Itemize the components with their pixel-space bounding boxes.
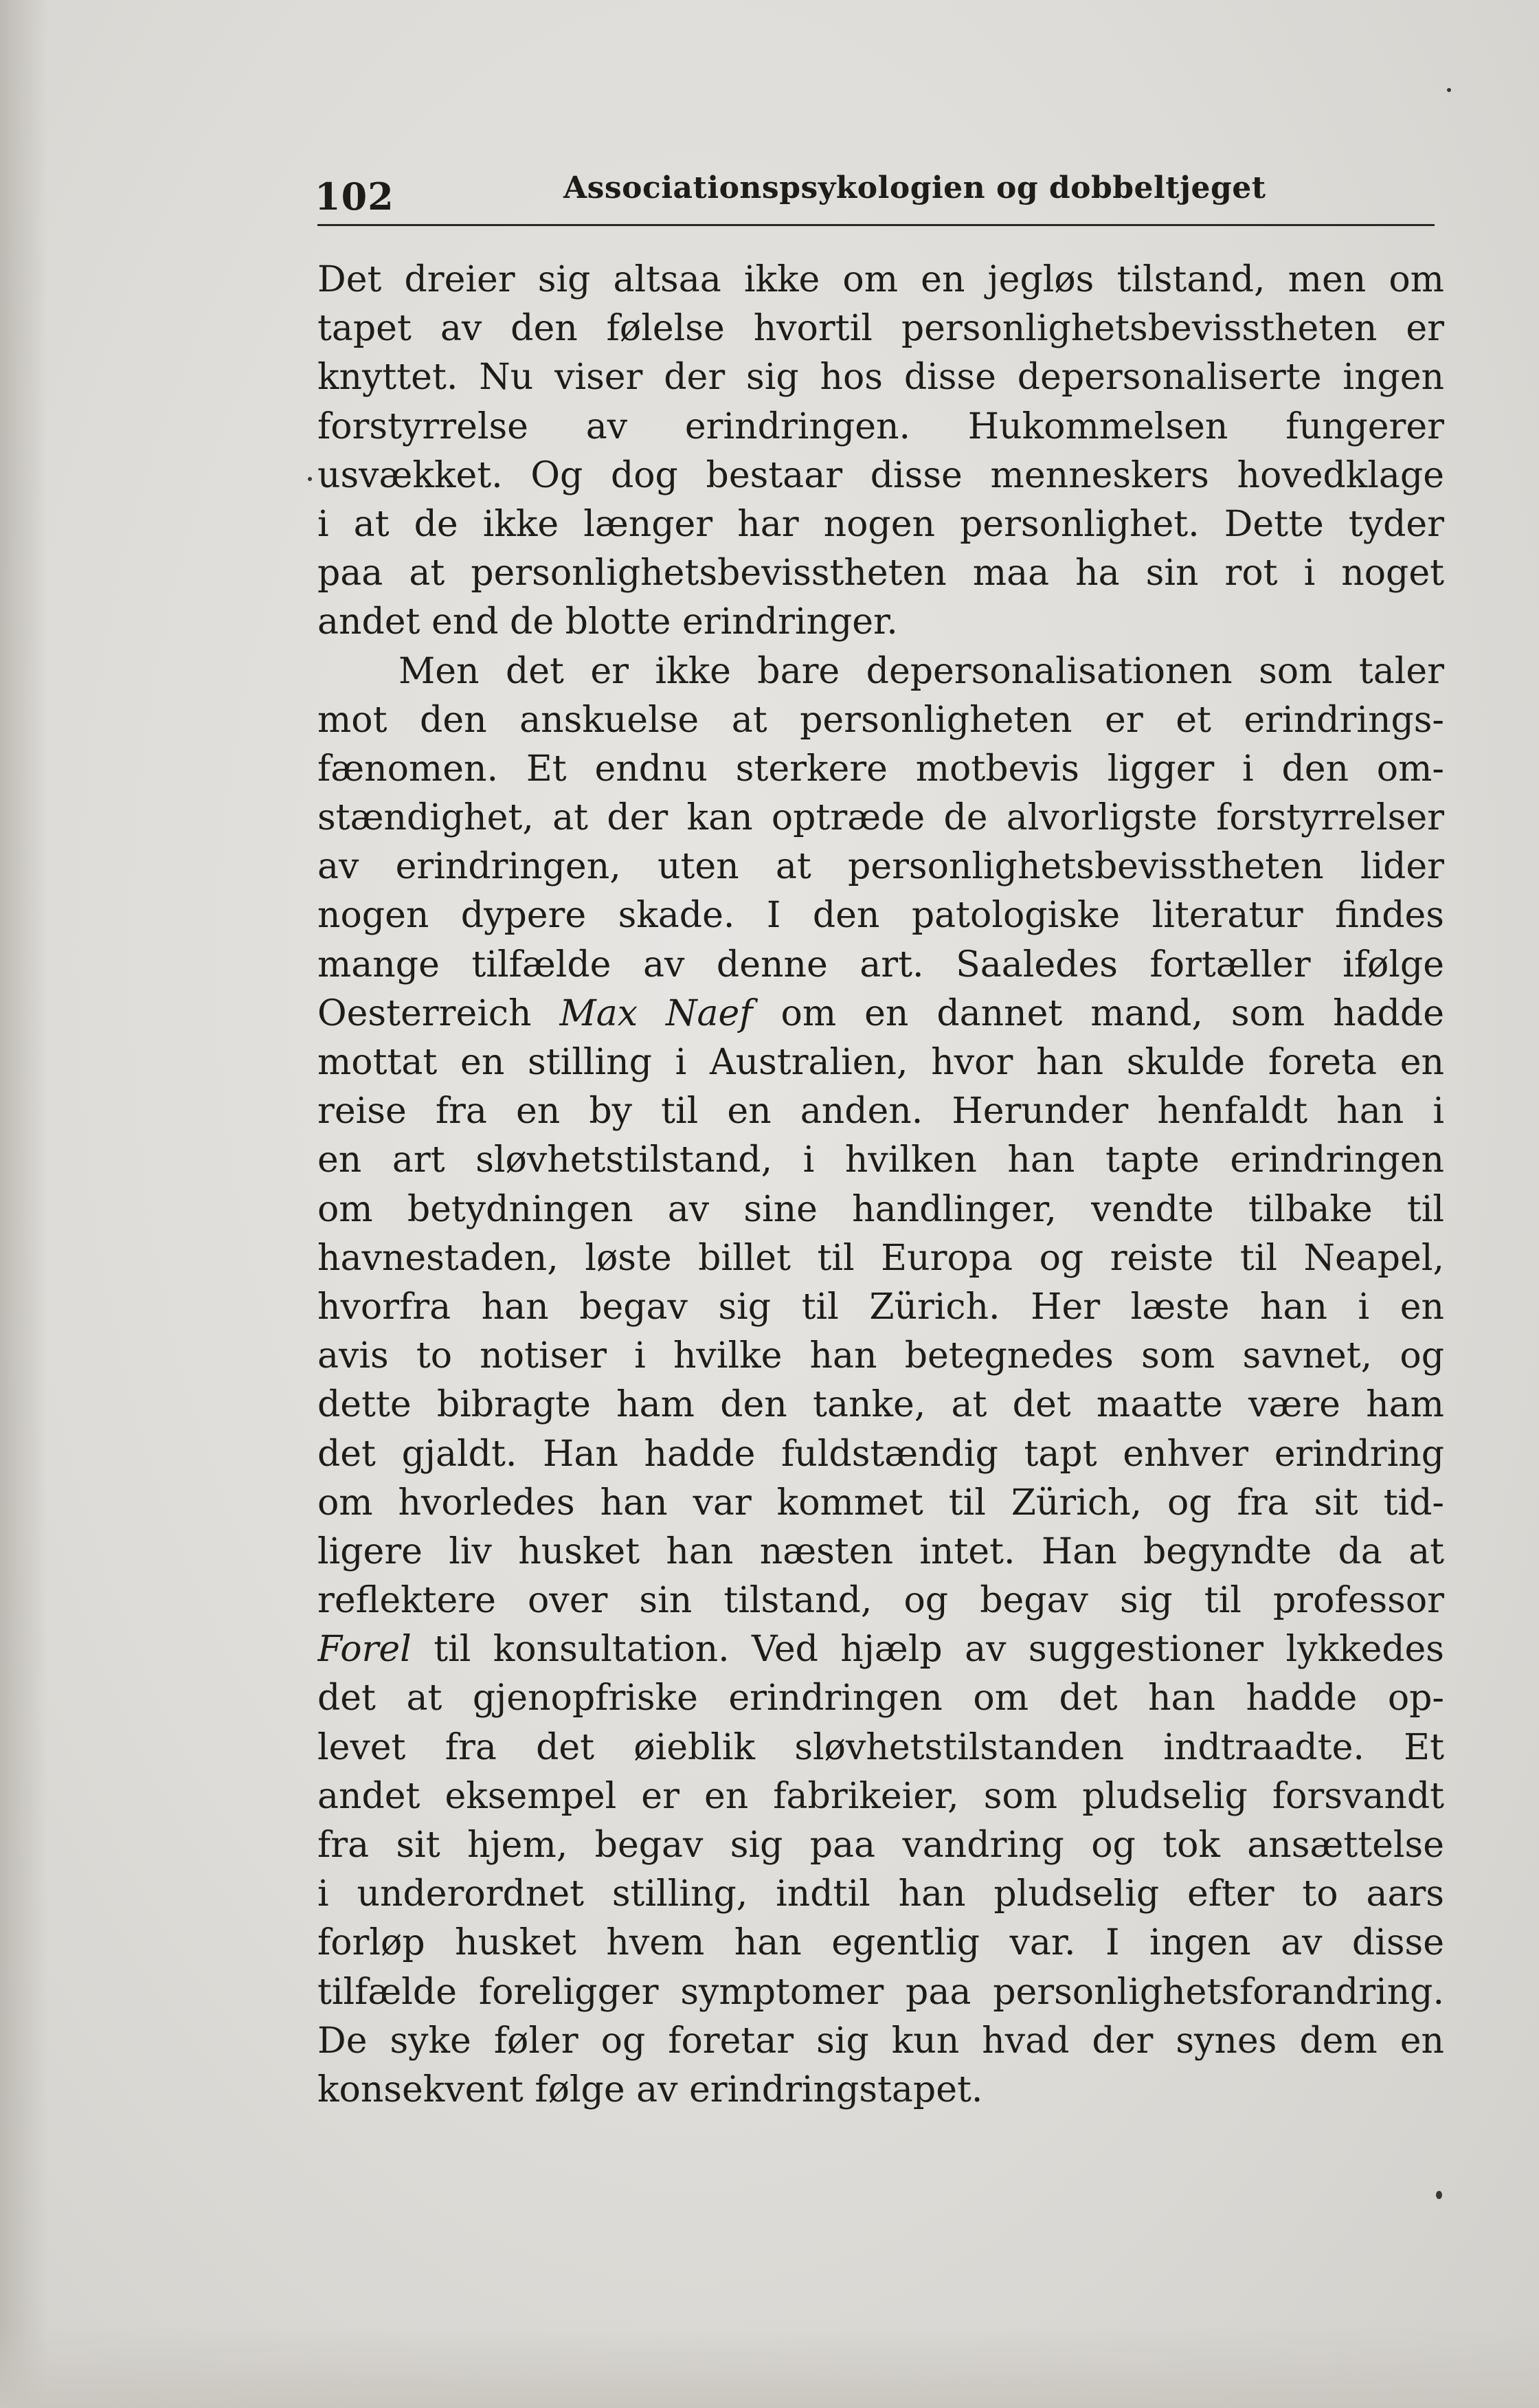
text-line: det gjaldt. Han hadde fuldstændig tapt enhver erindring xyxy=(317,1433,1444,1475)
text-line: om betydningen av sine handlinger, vendte tilbake til xyxy=(317,1188,1444,1230)
running-title: Associationspsykologien og dobbeltjeget xyxy=(563,170,1266,205)
text-line: om hvorledes han var kommet til Zürich, og fra sit tid- xyxy=(317,1482,1444,1524)
page-number: 102 xyxy=(315,175,394,219)
text-line: reflektere over sin tilstand, og begav sig til professor xyxy=(317,1580,1444,1622)
text-line-with-italic xyxy=(317,1625,1444,1674)
text-line: fænomen. Et endnu sterkere motbevis ligger i den om- xyxy=(317,748,1444,790)
page-edge-shadow-bottom xyxy=(0,2326,1539,2408)
text-line: stændighet, at der kan optræde de alvorligste forstyrrelser xyxy=(317,797,1444,839)
text-line: mottat en stilling i Australien, hvor han skulde foreta en xyxy=(317,1042,1444,1083)
text-line: reise fra en by til en anden. Herunder henfaldt han i xyxy=(317,1091,1444,1133)
text-line: avis to notiser i hvilke han betegnedes som savnet, og xyxy=(317,1335,1444,1377)
running-header xyxy=(315,170,1436,221)
text-line: tapet av den følelse hvortil personlighetsbevisstheten er xyxy=(317,308,1444,350)
paragraph-start-line: Men det er ikke bare depersonalisationen som taler xyxy=(398,650,1444,692)
text-line: konsekvent følge av erindringstapet. xyxy=(317,2069,983,2110)
text-line: mot den anskuelse at personligheten er et erindrings- xyxy=(317,699,1444,741)
page-edge-shadow-left xyxy=(0,0,48,2408)
italic-name: Max Naef xyxy=(559,992,753,1034)
text-line: andet end de blotte erindringer. xyxy=(317,601,898,643)
text-line: nogen dypere skade. I den patologiske literatur findes xyxy=(317,895,1444,937)
line-text-post: til konsultation. Ved hjælp av suggestioner lykkedes xyxy=(411,1629,1444,1671)
text-line: usvækket. Og dog bestaar disse menneskers hovedklage xyxy=(317,454,1444,496)
text-line: i at de ikke længer har nogen personlighet. Dette tyder xyxy=(317,503,1444,545)
text-line: fra sit hjem, begav sig paa vandring og tok ansættelse xyxy=(317,1825,1444,1866)
text-line: i underordnet stilling, indtil han pludselig efter to aars xyxy=(317,1873,1444,1915)
text-line: forløp husket hvem han egentlig var. I ingen av disse xyxy=(317,1922,1444,1964)
italic-name: Forel xyxy=(317,1629,412,1671)
text-line: ligere liv husket han næsten intet. Han begyndte da at xyxy=(317,1530,1444,1572)
text-line: tilfælde foreligger symptomer paa personlighetsforandring. xyxy=(317,1971,1444,2013)
text-line: en art sløvhetstilstand, i hvilken han tapte erindringen xyxy=(317,1139,1444,1181)
header-rule xyxy=(317,224,1435,226)
text-line: knyttet. Nu viser der sig hos disse depersonaliserte ingen xyxy=(317,357,1444,399)
text-line: dette bibragte ham den tanke, at det maatte være ham xyxy=(317,1384,1444,1426)
text-line: havnestaden, løste billet til Europa og reiste til Neapel, xyxy=(317,1237,1444,1279)
text-line: av erindringen, uten at personlighetsbevisstheten lider xyxy=(317,846,1444,888)
text-line: mange tilfælde av denne art. Saaledes fortæller ifølge xyxy=(317,944,1444,985)
print-speck xyxy=(308,477,312,481)
print-speck xyxy=(1447,88,1451,92)
text-line: forstyrrelse av erindringen. Hukommelsen fungerer xyxy=(317,405,1444,447)
line-text-pre: Oesterreich xyxy=(317,992,560,1034)
text-line: Det dreier sig altsaa ikke om en jegløs tilstand, men om xyxy=(317,259,1444,300)
text-line: det at gjenopfriske erindringen om det han hadde op- xyxy=(317,1677,1444,1719)
text-line: hvorfra han begav sig til Zürich. Her læste han i en xyxy=(317,1286,1444,1328)
text-line: De syke føler og foretar sig kun hvad der synes dem en xyxy=(317,2020,1444,2062)
print-speck xyxy=(1436,2191,1442,2199)
line-text-post: om en dannet mand, som hadde xyxy=(752,992,1444,1034)
text-line: levet fra det øieblik sløvhetstilstanden indtraadte. Et xyxy=(317,1726,1444,1768)
text-line-with-italic xyxy=(317,990,1444,1038)
body-text xyxy=(317,256,1444,2115)
text-line: paa at personlighetsbevisstheten maa ha sin rot i noget xyxy=(317,553,1444,594)
text-line: andet eksempel er en fabrikeier, som pludselig forsvandt xyxy=(317,1775,1444,1817)
